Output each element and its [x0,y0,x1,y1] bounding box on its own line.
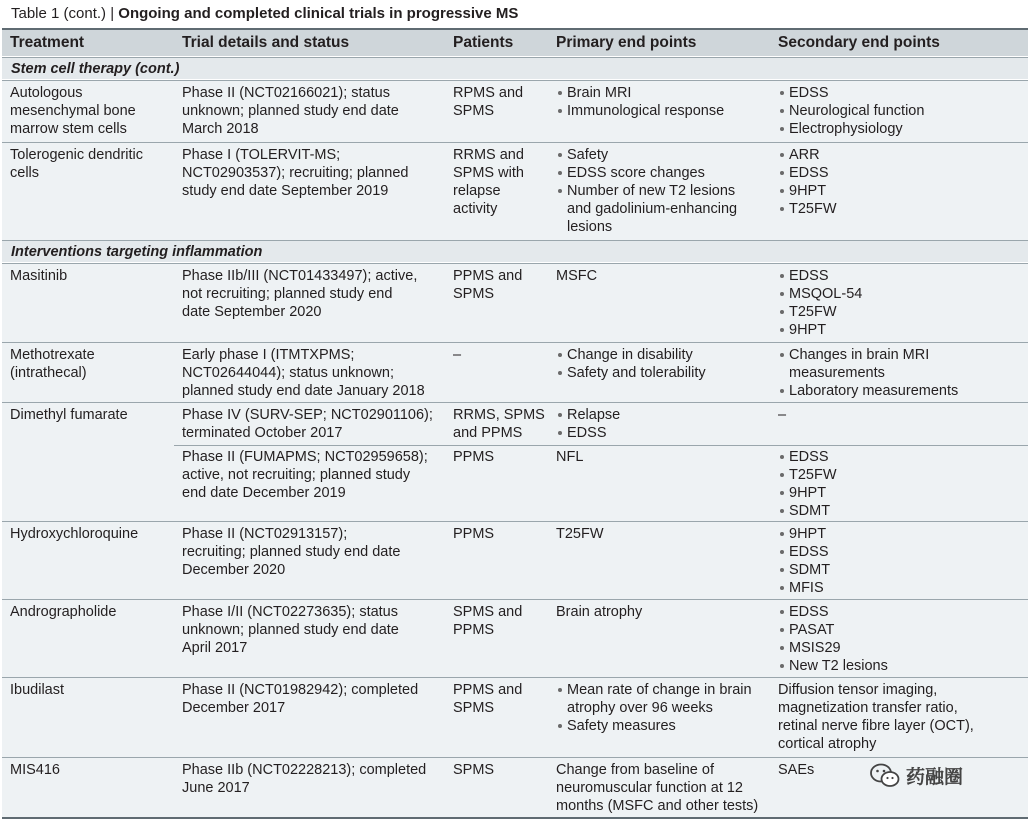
bullet-text: T25FW [789,304,837,320]
bullet-text: Brain MRI [567,85,632,101]
bullet-text: Relapse [567,407,621,423]
bullet-item [778,484,1018,502]
table-row [2,342,1028,402]
bullet-item [556,102,772,120]
bullet-item [778,182,1018,200]
cell-line: retinal nerve fibre layer (OCT), [778,718,974,734]
cell-line: magnetization transfer ratio, [778,700,958,716]
bullet-text: SDMT [789,562,831,578]
section-heading: Interventions targeting inflammation [2,240,1028,262]
bullet-item [778,346,1018,382]
bullet-text: EDSS [789,449,829,465]
bullet-item [778,102,1018,120]
cell-secondary-end-points [778,525,1018,597]
bullet-item [778,543,1018,561]
cell-line: Early phase I (ITMTXPMS; [182,347,355,363]
bullet-text: and gadolinium-enhancing [567,201,738,217]
cell-line: and PPMS [453,425,523,441]
header-secondary-end-points: Secondary end points [778,34,940,51]
bullet-item [778,146,1018,164]
cell-line: Andrographolide [10,604,117,620]
bullet-item [556,424,772,442]
cell-treatment [10,681,170,699]
cell-trial-details [182,346,444,400]
cell-line: Tolerogenic dendritic [10,147,143,163]
cell-line: terminated October 2017 [182,425,343,441]
cell-trial-details [182,406,444,442]
cell-line: planned study end date January 2018 [182,383,425,399]
bullet-item [778,448,1018,466]
bullet-item [778,621,1018,639]
cell-line: MIS416 [10,762,60,778]
bullet-item [556,164,772,182]
bullet-item [778,639,1018,657]
cell-line: date September 2020 [182,304,322,320]
bullet-text: EDSS [789,604,829,620]
bullet-item [778,120,1018,138]
cell-line: unknown; planned study end date [182,622,399,638]
cell-primary-end-points [556,603,772,621]
cell-trial-details [182,267,444,321]
cell-line: April 2017 [182,640,248,656]
bullet-item [556,84,772,102]
cell-secondary-end-points [778,84,1018,138]
cell-line: MSFC [556,268,598,284]
cell-treatment [10,84,170,138]
cell-patients [453,448,549,466]
wechat-icon [870,763,900,789]
bullet-item [778,525,1018,543]
cell-patients [453,761,549,779]
cell-line: PPMS [453,526,495,542]
cell-line: PPMS [453,622,495,638]
cell-line: – [453,347,462,363]
cell-line: June 2017 [182,780,250,796]
table-row [2,599,1028,677]
cell-patients [453,603,549,639]
bullet-item [778,84,1018,102]
cell-line: active, not recruiting; planned study [182,467,411,483]
cell-line: Phase I/II (NCT02273635); status [182,604,398,620]
header-trial-details: Trial details and status [182,34,350,51]
bullet-text: Laboratory measurements [789,383,959,399]
cell-line: not recruiting; planned study end [182,286,393,302]
cell-treatment [10,603,170,621]
bullet-item [556,406,772,424]
bullet-item [778,321,1018,339]
bullet-text: lesions [567,219,613,235]
cell-line: Phase II (NCT02913157); [182,526,348,542]
bullet-text: EDSS [789,544,829,560]
bullet-text: Safety and tolerability [567,365,706,381]
cell-primary-end-points [556,525,772,543]
bullet-item [556,681,772,717]
bullet-text: measurements [789,365,885,381]
table-bottom-rule [2,817,1028,819]
table-row [2,677,1028,757]
bullet-item [778,382,1018,400]
cell-line: study end date September 2019 [182,183,389,199]
cell-line: Phase II (NCT01982942); completed [182,682,419,698]
table-row [2,521,1028,599]
bullet-text: Neurological function [789,103,925,119]
bullet-item [778,303,1018,321]
cell-line: cortical atrophy [778,736,877,752]
cell-treatment [10,525,170,543]
bullet-item [778,285,1018,303]
cell-line: PPMS [453,449,495,465]
cell-trial-details [182,681,444,717]
cell-line: PPMS and [453,268,523,284]
cell-line: Phase II (FUMAPMS; NCT02959658); [182,449,428,465]
cell-line: Brain atrophy [556,604,643,620]
cell-treatment [10,267,170,285]
bullet-item [556,146,772,164]
cell-patients [453,681,549,717]
cell-line: SAEs [778,762,815,778]
cell-trial-details [182,761,444,797]
cell-line: Phase IV (SURV-SEP; NCT02901106); [182,407,433,423]
header-patients: Patients [453,34,514,51]
table-row [2,402,1028,521]
cell-line: NCT02644044); status unknown; [182,365,394,381]
cell-line: relapse [453,183,501,199]
bullet-text: 9HPT [789,322,827,338]
cell-line: Change from baseline of [556,762,714,778]
cell-line: December 2017 [182,700,286,716]
cell-line: marrow stem cells [10,121,127,137]
table-header [2,28,1028,56]
table-title: Ongoing and completed clinical trials in progressive MS [118,5,519,22]
cell-line: SPMS and [453,604,523,620]
section-heading: Stem cell therapy (cont.) [2,57,1028,79]
cell-line: SPMS with [453,165,524,181]
cell-line: months (MSFC and other tests) [556,798,759,814]
cell-line: end date December 2019 [182,485,346,501]
cell-line: Ibudilast [10,682,65,698]
bullet-item [778,579,1018,597]
header-treatment: Treatment [10,34,85,51]
cell-primary-end-points [556,267,772,285]
cell-line: March 2018 [182,121,259,137]
bullet-text: Safety measures [567,718,676,734]
bullet-text: EDSS [789,165,829,181]
cell-treatment [10,761,170,779]
cell-line: recruiting; planned study end date [182,544,401,560]
cell-secondary-end-points [778,406,1018,424]
cell-line: Masitinib [10,268,68,284]
cell-line: Methotrexate [10,347,95,363]
cell-patients [453,525,549,543]
bullet-item [778,164,1018,182]
bullet-text: Electrophysiology [789,121,903,137]
cell-treatment [10,346,170,382]
watermark [870,762,963,789]
cell-line: SPMS [453,286,495,302]
cell-trial-details [182,603,444,657]
bullet-text: New T2 lesions [789,658,888,674]
cell-line: Phase IIb (NCT02228213); completed [182,762,427,778]
bullet-text: Changes in brain MRI [789,347,930,363]
cell-trial-details [182,525,444,579]
cell-line: NFL [556,449,584,465]
cell-primary-end-points [556,448,772,466]
cell-line: cells [10,165,40,181]
cell-trial-details [182,84,444,138]
cell-line: (intrathecal) [10,365,87,381]
cell-line: SPMS [453,103,495,119]
table-caption [0,0,1028,28]
cell-line: RPMS and [453,85,524,101]
cell-line: T25FW [556,526,604,542]
cell-patients [453,84,549,120]
cell-primary-end-points [556,681,772,735]
cell-secondary-end-points [778,146,1018,218]
bullet-text: Mean rate of change in brain [567,682,752,698]
bullet-text: 9HPT [789,183,827,199]
bullet-text: MFIS [789,580,824,596]
cell-secondary-end-points [778,267,1018,339]
bullet-text: EDSS score changes [567,165,705,181]
cell-line: SPMS [453,762,495,778]
bullet-text: Number of new T2 lesions [567,183,736,199]
cell-secondary-end-points [778,448,1018,520]
bullet-text: 9HPT [789,526,827,542]
watermark-text: 药融圈 [906,767,964,788]
cell-primary-end-points [556,346,772,382]
bullet-text: T25FW [789,201,837,217]
bullet-item [556,717,772,735]
cell-line: RRMS and [453,147,524,163]
bullet-text: MSIS29 [789,640,841,656]
cell-patients [453,346,549,364]
bullet-text: T25FW [789,467,837,483]
cell-line: Phase II (NCT02166021); status [182,85,390,101]
cell-treatment [10,146,170,182]
bullet-text: SDMT [789,503,831,519]
cell-patients [453,406,549,442]
bullet-text: Immunological response [567,103,725,119]
cell-secondary-end-points [778,346,1018,400]
bullet-item [778,561,1018,579]
bullet-text: MSQOL-54 [789,286,863,302]
cell-line: Dimethyl fumarate [10,407,128,423]
cell-secondary-end-points [778,681,1018,753]
table-row [2,142,1028,240]
cell-line: Hydroxychloroquine [10,526,139,542]
cell-primary-end-points [556,84,772,120]
cell-patients [453,267,549,303]
header-primary-end-points: Primary end points [556,34,697,51]
bullet-item [778,657,1018,675]
cell-line: – [778,407,787,423]
table-row [2,263,1028,342]
bullet-text: 9HPT [789,485,827,501]
cell-line: Phase IIb/III (NCT01433497); active, [182,268,418,284]
cell-line: unknown; planned study end date [182,103,399,119]
bullet-item [778,200,1018,218]
table-row [2,80,1028,142]
cell-secondary-end-points [778,603,1018,675]
bullet-item [556,182,772,236]
cell-primary-end-points [556,406,772,442]
bullet-item [778,502,1018,520]
cell-primary-end-points [556,761,772,815]
cell-primary-end-points [556,146,772,236]
cell-line: mesenchymal bone [10,103,136,119]
bullet-text: EDSS [789,85,829,101]
bullet-text: Change in disability [567,347,693,363]
cell-trial-details [182,146,444,200]
cell-line: SPMS [453,700,495,716]
table-label: Table 1 (cont.) | [11,5,119,22]
bullet-text: PASAT [789,622,835,638]
cell-line: Autologous [10,85,83,101]
cell-line: PPMS and [453,682,523,698]
bullet-item [778,466,1018,484]
cell-trial-details [182,448,444,502]
bullet-text: EDSS [789,268,829,284]
cell-line: NCT02903537); recruiting; planned [182,165,409,181]
bullet-text: EDSS [567,425,607,441]
cell-line: December 2020 [182,562,286,578]
cell-line: RRMS, SPMS [453,407,545,423]
cell-treatment [10,406,170,424]
bullet-item [556,364,772,382]
cell-line: Diffusion tensor imaging, [778,682,938,698]
bullet-text: ARR [789,147,820,163]
bullet-item [778,603,1018,621]
cell-patients [453,146,549,218]
cell-line: Phase I (TOLERVIT-MS; [182,147,341,163]
sub-row-divider [174,445,1028,446]
cell-line: neuromuscular function at 12 [556,780,743,796]
cell-line: activity [453,201,498,217]
bullet-item [556,346,772,364]
bullet-text: atrophy over 96 weeks [567,700,713,716]
bullet-item [778,267,1018,285]
bullet-text: Safety [567,147,609,163]
